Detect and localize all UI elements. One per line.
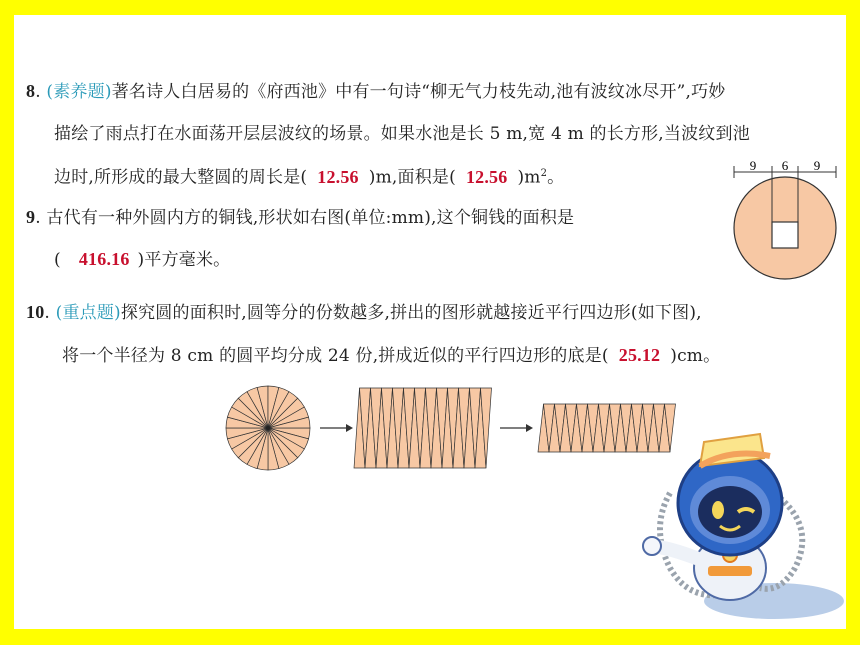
q8-line-2 [54,123,750,145]
q9-text-2b: )平方毫米。 [137,250,231,270]
dim-label-left: 9 [749,158,757,173]
q10-text-2b: )cm。 [670,346,721,366]
coin-diagram [728,158,840,284]
q8-text-1: 著名诗人白居易的《府西池》中有一句诗“柳无气力枝先动,池有波纹冰尽开”,巧妙 [111,82,726,102]
rearranged-strip-1 [354,388,492,468]
q10-line-2 [62,344,720,367]
q10-tag: (重点题) [55,303,121,323]
q9-line-2 [54,248,230,271]
q9-answer: 416.16 [78,249,130,269]
q10-text-2a: 将一个半径为 8 cm 的圆平均分成 24 份,拼成近似的平行四边形的底是( [62,346,609,366]
dim-label-middle: 6 [781,158,789,173]
arrow-2-head [526,424,533,432]
q10-text-1: 探究圆的面积时,圆等分的份数越多,拼出的图形就越接近平行四边形(如下图), [120,303,702,323]
q8-text-3b: )m,面积是( [368,167,456,188]
q8-line-3 [54,163,564,189]
robot-belt [708,566,752,576]
robot-mascot-illustration [630,418,846,624]
q8-tag: (素养题) [46,82,112,102]
q8-text-2: 描绘了雨点打在水面荡开层层波纹的场景。如果水池是长 5 m,宽 4 m 的长方形,当波纹到池 [54,124,750,144]
q8-unit-sup: 2 [540,168,548,179]
q8-line-1: 8. (素养题)著名诗人白居易的《府西池》中有一句诗“柳无气力枝先动,池有波纹冰尽开”,巧妙 [26,81,726,102]
q8-text-3c: )m [517,167,541,188]
dim-label-right: 9 [813,158,821,173]
q8-answer-circumference: 12.56 [317,166,359,187]
circle-to-parallelogram-diagram [220,384,680,476]
q10-answer: 25.12 [618,345,661,365]
divided-circle [226,386,310,470]
robot-hand [643,537,661,555]
q8-number: 8 [26,81,36,101]
q10-line-1: 10. (重点题)探究圆的面积时,圆等分的份数越多,拼出的图形就越接近平行四边形(如下图), [26,302,702,323]
q9-text-2a: ( [54,250,61,270]
q8-text-3d: 。 [547,167,565,188]
q8-answer-area: 12.56 [465,166,508,187]
q10-number: 10 [26,302,45,322]
q9-line-1: 9. 古代有一种外圆内方的铜钱,形状如右图(单位:mm),这个铜钱的面积是 [26,207,575,228]
circle-center [266,426,270,430]
q9-text-1: 古代有一种外圆内方的铜钱,形状如右图(单位:mm),这个铜钱的面积是 [46,208,575,228]
coin-square-hole [772,222,798,248]
q9-number: 9 [26,207,36,227]
q8-text-3a: 边时,所形成的最大整圆的周长是( [54,167,308,188]
robot-eye-left [712,501,724,519]
arrow-1-head [346,424,353,432]
